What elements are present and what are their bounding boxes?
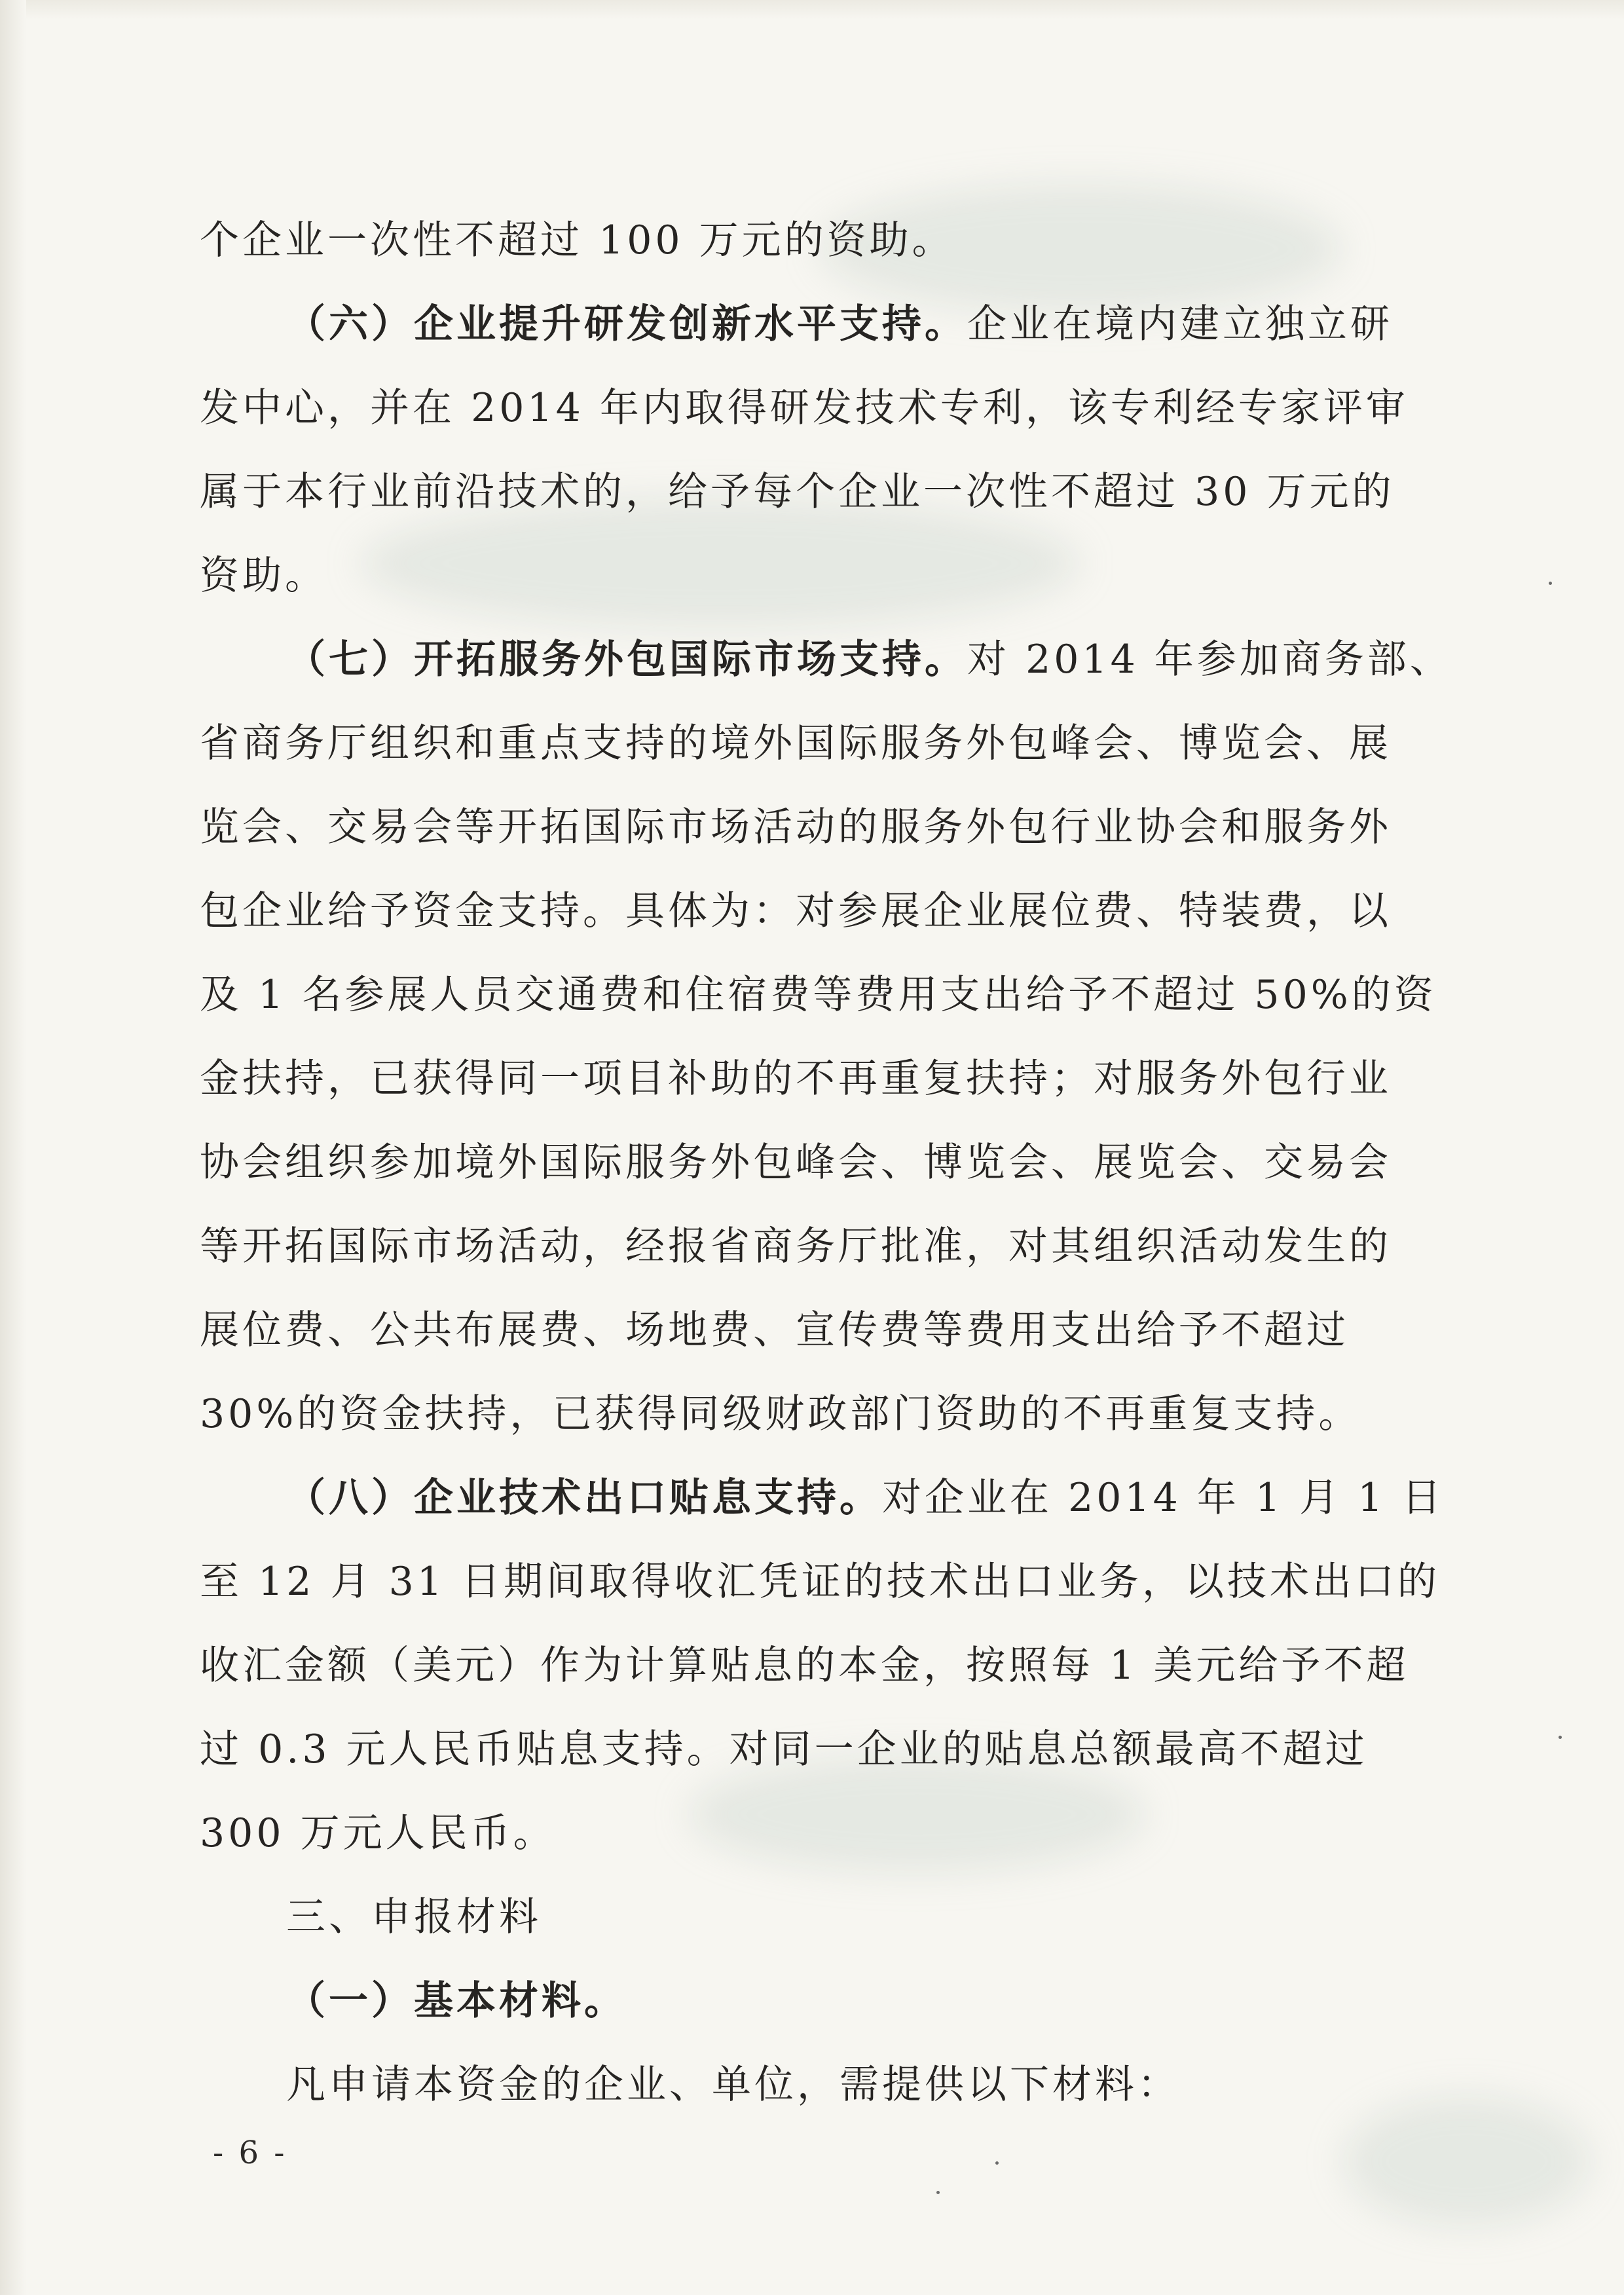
text-run: 包企业给予资金支持。具体为：对参展企业展位费、特装费，以 [200, 888, 1392, 934]
text-run: 及 1 名参展人员交通费和住宿费等费用支出给予不超过 50%的资 [200, 972, 1437, 1018]
text-run: 对企业在 2014 年 1 月 1 日 [882, 1475, 1445, 1521]
text-run: 凡申请本资金的企业、单位，需提供以下材料： [286, 2062, 1180, 2108]
chapter-heading-line [200, 1875, 1418, 1959]
text-run: 过 0.3 元人民币贴息支持。对同一企业的贴息总额最高不超过 [200, 1726, 1368, 1772]
text-run: 收汇金额（美元）作为计算贴息的本金，按照每 1 美元给予不超 [200, 1643, 1409, 1689]
text-run: 个企业一次性不超过 100 万元的资助。 [200, 217, 955, 263]
text-run: 对 2014 年参加商务部、 [967, 637, 1452, 682]
text-line [200, 366, 1418, 450]
text-run: 等开拓国际市场活动，经报省商务厅批准，对其组织活动发生的 [200, 1223, 1392, 1269]
scan-speck [995, 2161, 999, 2165]
text-run: 省商务厅组织和重点支持的境外国际服务外包峰会、博览会、展 [200, 720, 1392, 766]
text-line [200, 869, 1418, 953]
scan-shadow-left [0, 0, 26, 2295]
scan-shadow-top [0, 0, 1624, 20]
text-line [200, 198, 1418, 282]
text-line [200, 1791, 1418, 1875]
text-run: 300 万元人民币。 [200, 1810, 556, 1856]
text-run: 至 12 月 31 日期间取得收汇凭证的技术出口业务，以技术出口的 [200, 1559, 1440, 1605]
text-line [200, 1037, 1418, 1121]
section-heading: （八）企业技术出口贴息支持。 [286, 1475, 882, 1521]
chapter-heading: 三、申报材料 [286, 1894, 542, 1940]
scan-speck [1549, 582, 1552, 585]
text-line [200, 1707, 1418, 1791]
text-line [200, 1288, 1418, 1372]
text-run: 发中心，并在 2014 年内取得研发技术专利，该专利经专家评审 [200, 385, 1409, 431]
text-line [200, 1372, 1418, 1456]
section-heading-line [200, 1959, 1418, 2043]
text-line [200, 1624, 1418, 1707]
text-run: 属于本行业前沿技术的，给予每个企业一次性不超过 30 万元的 [200, 469, 1395, 515]
text-run: 协会组织参加境外国际服务外包峰会、博览会、展览会、交易会 [200, 1140, 1392, 1185]
scan-speck [936, 2191, 940, 2194]
text-run: 览会、交易会等开拓国际市场活动的服务外包行业协会和服务外 [200, 804, 1392, 850]
text-line [200, 953, 1437, 1037]
section-heading: （一）基本材料。 [286, 1978, 627, 2024]
body-text [200, 198, 1452, 2127]
text-line [200, 701, 1418, 785]
text-line [200, 1540, 1440, 1624]
text-run: 30%的资金扶持，已获得同级财政部门资助的不再重复支持。 [200, 1391, 1361, 1437]
section-heading: （七）开拓服务外包国际市场支持。 [286, 637, 967, 682]
text-run: 企业在境内建立独立研 [967, 301, 1393, 347]
section-heading: （六）企业提升研发创新水平支持。 [286, 301, 967, 347]
page-number: - 6 - [213, 2135, 287, 2171]
text-line [200, 785, 1418, 869]
scan-speck [1559, 1736, 1562, 1739]
text-line [200, 450, 1418, 534]
text-run: 展位费、公共布展费、场地费、宣传费等费用支出给予不超过 [200, 1307, 1349, 1353]
section-heading-line [200, 282, 1418, 366]
section-heading-line [200, 618, 1452, 701]
text-line [200, 534, 1418, 618]
text-run: 资助。 [200, 553, 327, 599]
section-heading-line [200, 1456, 1445, 1540]
text-run: 金扶持，已获得同一项目补助的不再重复扶持；对服务外包行业 [200, 1056, 1392, 1102]
text-line [200, 1121, 1418, 1204]
text-line [200, 2043, 1418, 2127]
text-line [200, 1204, 1418, 1288]
